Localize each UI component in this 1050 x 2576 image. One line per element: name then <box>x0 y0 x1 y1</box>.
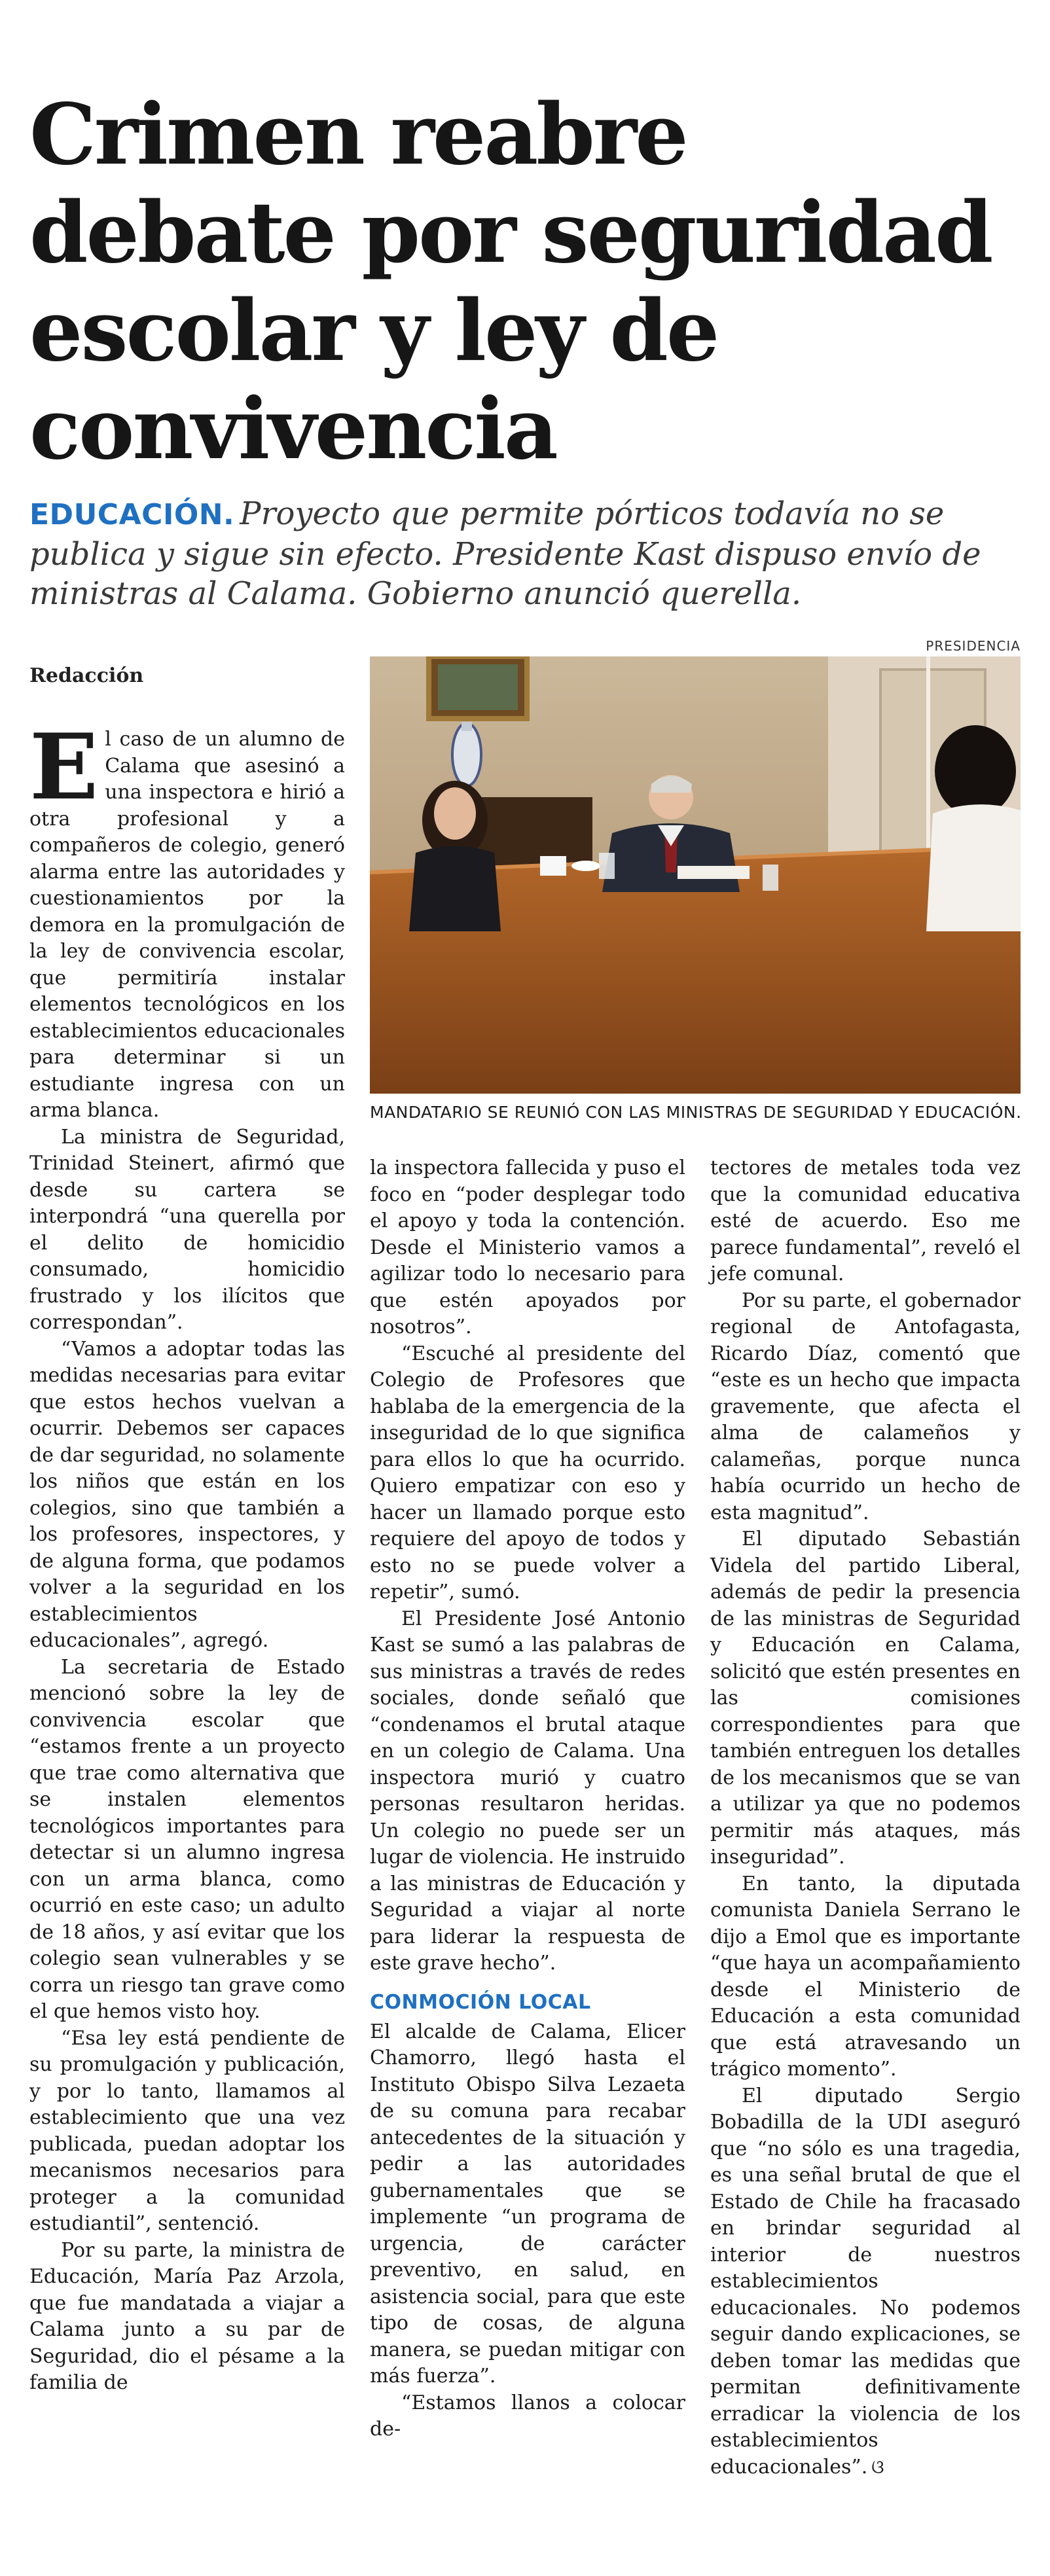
headline-line: escolar y ley de <box>29 281 718 380</box>
paragraph: El alcalde de Calama, Elicer Chamorro, llegó hasta el Instituto Obispo Silva Lezaeta de su comuna para recabar antecedentes de la situación y pedir a las autoridades gubernamentales que se implemente “un programa de urgencia, de carácter preventivo, en salud, en asistencia social, para que este tipo de cosas, de alguna manera, se puedan mitigar con más fuerza”. <box>370 2020 685 2388</box>
section-kicker: EDUCACIÓN. <box>29 498 235 531</box>
deck-text: Proyecto que permite pórticos todavía no se publica y sigue sin efecto. Presidente Kast dispuso envío de ministras al Calama. Gobierno anunció querella. <box>29 495 981 612</box>
paragraph-text: El diputado Sergio Bobadilla de la UDI aseguró que “no sólo es una tragedia, es una señal brutal de que el Estado de Chile ha fracasado en brindar seguridad al interior de nuestros establecimientos educacionales. No podemos seguir dando explicaciones, se deben tomar las medidas que permitan definitivamente erradicar la violencia de los establecimientos educacionales”. <box>710 2084 1021 2478</box>
paragraph: La ministra de Seguridad, Trinidad Steinert, afirmó que desde su cartera se interpondrá “una querella por el delito de homicidio consumado, homicidio frustrado y los ilícitos que correspondan”. <box>29 1125 345 1334</box>
paragraph-text: l caso de un alumno de Calama que asesinó a una inspectora e hirió a otra profesional y a compañeros de colegio, generó alarma entre las autoridades y cuestionamientos por la demora en la promulgación de la ley de convivencia escolar, que permitiría instalar elementos tecnológicos en los establecimientos educacionales para determinar si un estudiante ingresa con un arma blanca. <box>29 728 345 1122</box>
headline-line: Crimen reabre <box>29 85 687 184</box>
drop-cap: E <box>29 713 99 820</box>
meeting-photo-illustration <box>370 656 1021 1094</box>
paragraph: “Estamos llanos a colocar de- <box>370 2391 685 2441</box>
paragraph: En tanto, la diputada comunista Daniela Serrano le dijo a Emol que es importante “que haya un acompañamiento desde el Ministerio de Educación a esta comunidad que está atravesando un trágico momento”. <box>710 1872 1021 2081</box>
paragraph: tectores de metales toda vez que la comunidad educativa esté de acuerdo. Eso me parece fundamental”, reveló el jefe comunal. <box>710 1156 1021 1285</box>
headline-line: convivencia <box>29 380 556 478</box>
lead-paragraph <box>29 713 345 1124</box>
headline <box>29 86 1024 478</box>
paragraph: Por su parte, la ministra de Educación, María Paz Arzola, que fue mandatada a viajar a Calama junto a su par de Seguridad, dio el pésame a la familia de <box>29 2238 345 2394</box>
paragraph: El Presidente José Antonio Kast se sumó a las palabras de sus ministras a través de redes sociales, donde señaló que “condenamos el brutal ataque en un colegio de Calama. Una inspectora murió y cuatro personas resultaron heridas. Un colegio no puede ser un lugar de violencia. He instruido a las ministras de Educación y Seguridad a viajar al norte para liderar la respuesta de este grave hecho”. <box>370 1607 685 1975</box>
photo-caption: MANDATARIO SE REUNIÓ CON LAS MINISTRAS DE SEGURIDAD Y EDUCACIÓN. <box>370 1103 1022 1122</box>
paragraph: La secretaria de Estado mencionó sobre la ley de convivencia escolar que “estamos frente a un proyecto que trae como alternativa que se instalen elementos tecnológicos importantes para detectar si un alumno ingresa con un arma blanca, como ocurrió en este caso; un adulto de 18 años, y así evitar que los colegio sean vulnerables y se corra un riesgo tan grave como el que hemos visto hoy. <box>29 1655 345 2023</box>
paragraph: “Vamos a adoptar todas las medidas necesarias para evitar que estos hechos vuelvan a ocurrir. Debemos ser capaces de dar seguridad, no solamente los niños que están en los colegios, sino que también a los profesores, inspectores, y de alguna forma, que podamos volver a la seguridad en los establecimientos educacionales”, agregó. <box>29 1337 345 1652</box>
end-mark-icon: ଓ <box>871 2456 884 2478</box>
article-column-2 <box>370 1155 685 2549</box>
article-column-3 <box>710 1155 1021 2549</box>
article-column-1 <box>29 713 345 2552</box>
headline-line: debate por seguridad <box>29 183 992 282</box>
paragraph: El diputado Sebastián Videla del partido Liberal, además de pedir la presencia de las ministras de Seguridad y Educación en Calama, solicitó que estén presentes en las comisiones correspondientes para que también entreguen los detalles de los mecanismos que se van a utilizar ya que no podemos permitir más ataques, más inseguridad”. <box>710 1528 1021 1869</box>
paragraph <box>710 2083 1021 2481</box>
paragraph: “Escuché al presidente del Colegio de Profesores que hablaba de la emergencia de la inseguridad de lo que significa para ellos lo que ha ocurrido. Quiero empatizar con eso y hacer un llamado porque esto requiere del apoyo de todos y esto no se puede volver a repetir”, sumó. <box>370 1342 685 1603</box>
deck-summary <box>29 494 1024 613</box>
paragraph: Por su parte, el gobernador regional de Antofagasta, Ricardo Díaz, comentó que “este es un hecho que impacta gravemente, que afecta el alma de calameños y calameñas, porque nunca había ocurrido un hecho de esta magnitud”. <box>710 1289 1021 1524</box>
section-subhead: CONMOCIÓN LOCAL <box>370 1990 591 2014</box>
byline: Redacción <box>29 664 144 687</box>
news-photo <box>370 656 1021 1094</box>
paragraph: “Esa ley está pendiente de su promulgación y publicación, y por lo tanto, llamamos al establecimiento que una vez publicada, puedan adoptar los mecanismos necesarios para proteger a la comunidad estudiantil”, sentenció. <box>29 2026 345 2235</box>
paragraph: la inspectora fallecida y puso el foco en “poder desplegar todo el apoyo y toda la contención. Desde el Ministerio vamos a agilizar todo lo necesario para que estén apoyados por nosotros”. <box>370 1156 685 1338</box>
photo-credit: PRESIDENCIA <box>926 638 1021 654</box>
